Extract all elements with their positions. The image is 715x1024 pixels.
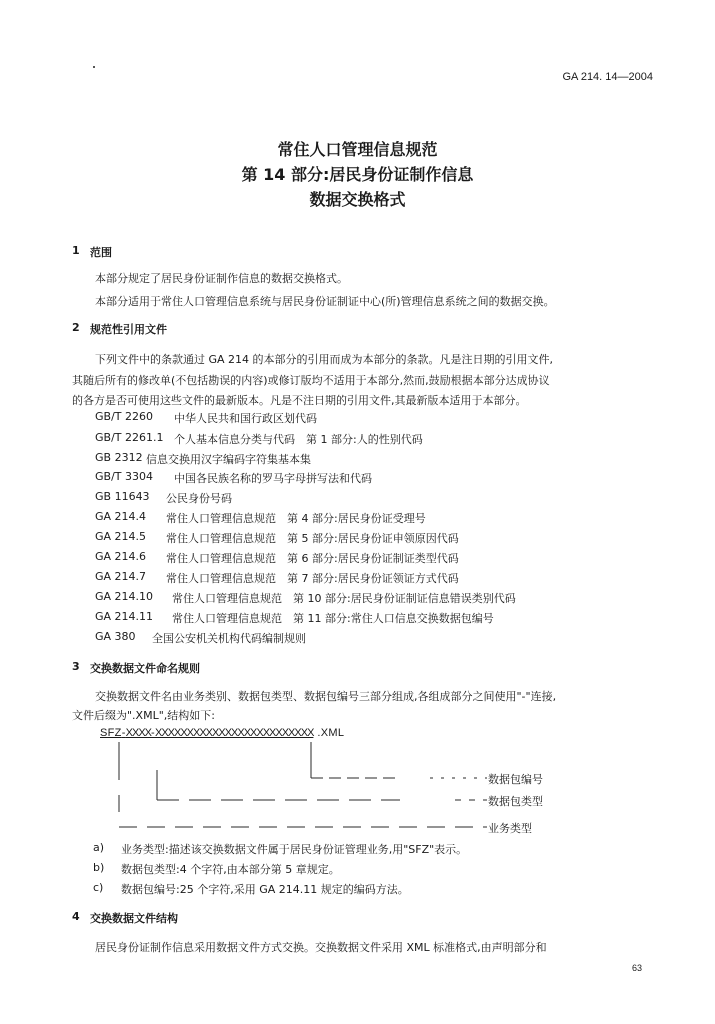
label-package-number: 数据包编号 bbox=[488, 773, 543, 786]
reference-code: GA 380 bbox=[95, 630, 136, 643]
section-3-number: 3 bbox=[72, 660, 80, 673]
reference-name: 公民身份号码 bbox=[166, 492, 232, 505]
reference-code: GB/T 3304 bbox=[95, 470, 153, 483]
reference-code: GB 11643 bbox=[95, 490, 150, 503]
reference-name: 常住人口管理信息规范 第 4 部分:居民身份证受理号 bbox=[166, 512, 426, 525]
reference-name: 常住人口管理信息规范 第 7 部分:居民身份证领证方式代码 bbox=[166, 572, 459, 585]
list-marker: a) bbox=[93, 841, 105, 854]
reference-code: GB/T 2260 bbox=[95, 410, 153, 423]
title-line-3: 数据交换格式 bbox=[309, 190, 406, 209]
list-marker: b) bbox=[93, 861, 105, 874]
reference-code: GA 214.7 bbox=[95, 570, 147, 583]
format-business-type: SFZ bbox=[100, 727, 122, 739]
standard-number: GA 214. 14—2004 bbox=[562, 71, 653, 83]
reference-code: GA 214.10 bbox=[95, 590, 154, 603]
reference-name: 全国公安机关机构代码编制规则 bbox=[152, 632, 306, 645]
list-item: 业务类型:描述该交换数据文件属于居民身份证管理业务,用"SFZ"表示。 bbox=[121, 843, 468, 856]
section-1-paragraph: 本部分规定了居民身份证制作信息的数据交换格式。 bbox=[95, 272, 348, 285]
list-item: 数据包编号:25 个字符,采用 GA 214.11 规定的编码方法。 bbox=[121, 883, 409, 896]
reference-code: GB/T 2261.1 bbox=[95, 431, 164, 444]
reference-code: GA 214.11 bbox=[95, 610, 154, 623]
label-business-type: 业务类型 bbox=[488, 822, 532, 835]
section-4-number: 4 bbox=[72, 910, 80, 923]
section-3-intro-line: 文件后缀为".XML",结构如下: bbox=[72, 709, 215, 722]
reference-name: 中国各民族名称的罗马字母拼写法和代码 bbox=[174, 472, 372, 485]
section-2-number: 2 bbox=[72, 321, 80, 334]
section-1-title: 范围 bbox=[90, 246, 112, 259]
reference-name: 常住人口管理信息规范 第 10 部分:居民身份证制证信息错误类别代码 bbox=[172, 592, 516, 605]
label-package-type: 数据包类型 bbox=[488, 795, 543, 808]
reference-name: 信息交换用汉字编码字符集基本集 bbox=[146, 453, 311, 466]
reference-name: 常住人口管理信息规范 第 6 部分:居民身份证制证类型代码 bbox=[166, 552, 459, 565]
title-line-2: 第 14 部分:居民身份证制作信息 bbox=[241, 165, 474, 184]
section-2-title: 规范性引用文件 bbox=[90, 323, 167, 336]
reference-code: GB 2312 bbox=[95, 451, 143, 464]
list-marker: c) bbox=[93, 881, 104, 894]
section-2-intro-line: 其随后所有的修改单(不包括勘误的内容)或修订版均不适用于本部分,然而,鼓励根据本部分达成协议 bbox=[72, 374, 550, 387]
reference-code: GA 214.5 bbox=[95, 530, 147, 543]
section-4-title: 交换数据文件结构 bbox=[90, 912, 178, 925]
page-number: 63 bbox=[631, 963, 642, 973]
reference-name: 个人基本信息分类与代码 第 1 部分:人的性别代码 bbox=[174, 433, 423, 446]
format-package-type: XXXX bbox=[125, 727, 152, 739]
list-item: 数据包类型:4 个字符,由本部分第 5 章规定。 bbox=[121, 863, 340, 876]
section-1-paragraph: 本部分适用于常住人口管理信息系统与居民身份证制证中心(所)管理信息系统之间的数据交换。 bbox=[95, 295, 555, 308]
section-3-intro-line: 交换数据文件名由业务类别、数据包类型、数据包编号三部分组成,各组成部分之间使用"-"连接, bbox=[95, 690, 557, 703]
reference-code: GA 214.6 bbox=[95, 550, 147, 563]
filename-format: SFZ-XXXX-XXXXXXXXXXXXXXXXXXXXXXXXX .XML bbox=[100, 727, 345, 739]
section-3-title: 交换数据文件命名规则 bbox=[90, 662, 200, 675]
reference-code: GA 214.4 bbox=[95, 510, 147, 523]
reference-name: 中华人民共和国行政区划代码 bbox=[174, 412, 317, 425]
format-package-number: XXXXXXXXXXXXXXXXXXXXXXXXX bbox=[154, 727, 314, 739]
section-2-intro-line: 的各方是否可使用这些文件的最新版本。凡是不注日期的引用文件,其最新版本适用于本部分。 bbox=[72, 394, 527, 407]
format-suffix: .XML bbox=[317, 727, 345, 739]
section-4-paragraph: 居民身份证制作信息采用数据文件方式交换。交换数据文件采用 XML 标准格式,由声明部分和 bbox=[95, 941, 547, 954]
reference-name: 常住人口管理信息规范 第 11 部分:常住人口信息交换数据包编号 bbox=[172, 612, 494, 625]
section-1-number: 1 bbox=[72, 244, 80, 257]
section-2-intro-line: 下列文件中的条款通过 GA 214 的本部分的引用而成为本部分的条款。凡是注日期的引用文件, bbox=[95, 353, 554, 366]
reference-name: 常住人口管理信息规范 第 5 部分:居民身份证申领原因代码 bbox=[166, 532, 459, 545]
title-line-1: 常住人口管理信息规范 bbox=[277, 140, 438, 159]
